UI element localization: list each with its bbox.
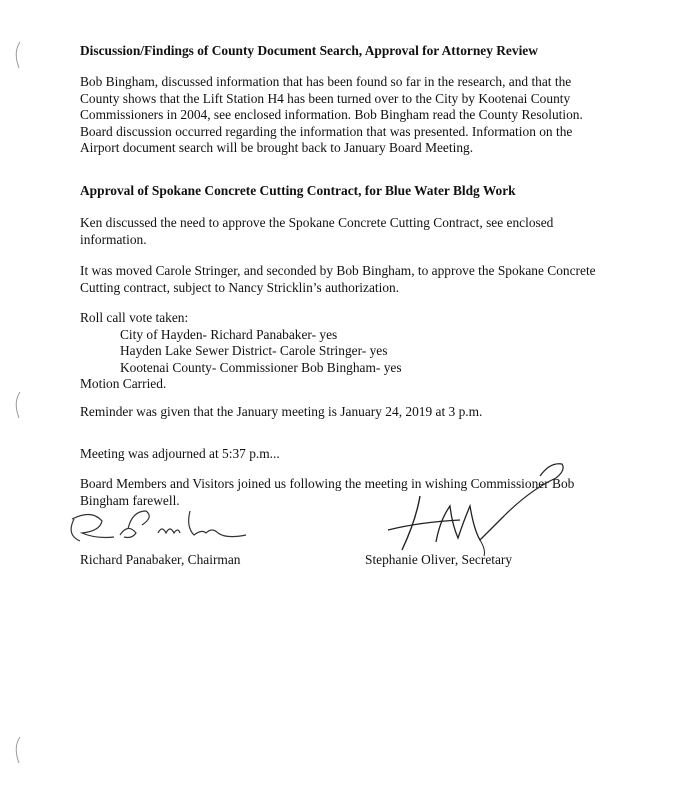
margin-mark <box>10 390 24 425</box>
farewell-line: Board Members and Visitors joined us following the meeting in wishing Commissioner Bob <box>80 476 575 491</box>
paragraph-line: Ken discussed the need to approve the Spokane Concrete Cutting Contract, see enclosed <box>80 215 554 230</box>
paragraph-line: information. <box>80 231 147 247</box>
motion-result: Motion Carried. <box>80 376 167 391</box>
roll-call-vote: Hayden Lake Sewer District- Carole Stringer- yes <box>120 343 388 358</box>
roll-call-intro: Roll call vote taken: <box>80 310 189 325</box>
paragraph-line: Airport document search will be brought back to January Board Meeting. <box>80 140 474 155</box>
roll-call-vote: City of Hayden- Richard Panabaker- yes <box>120 326 338 342</box>
paragraph-line: County shows that the Lift Station H4 has been turned over to the City by Kootenai County <box>80 90 571 106</box>
margin-mark <box>10 735 24 770</box>
paragraph-line: Board discussion occurred regarding the information that was presented. Information on the <box>80 123 573 139</box>
farewell-line: Bingham farewell. <box>80 492 180 508</box>
adjourned-text: Meeting was adjourned at 5:37 p.m... <box>80 446 280 461</box>
paragraph-line: Commissioners in 2004, see enclosed information. Bob Bingham read the County Resolution. <box>80 107 583 122</box>
margin-mark <box>10 40 24 75</box>
secretary-name: Stephanie Oliver, Secretary <box>365 552 513 567</box>
reminder-text: Reminder was given that the January meeting is January 24, 2019 at 3 p.m. <box>80 404 483 419</box>
paragraph-line: Cutting contract, subject to Nancy Stricklin’s authorization. <box>80 279 400 295</box>
secretary-signature <box>380 460 600 565</box>
chairman-name: Richard Panabaker, Chairman <box>80 552 241 567</box>
roll-call-vote: Kootenai County- Commissioner Bob Bingham- yes <box>120 359 402 375</box>
section-heading: Approval of Spokane Concrete Cutting Contract, for Blue Water Bldg Work <box>80 183 516 198</box>
section-heading: Discussion/Findings of County Document Search, Approval for Attorney Review <box>80 43 538 58</box>
paragraph-line: Bob Bingham, discussed information that has been found so far in the research, and that the <box>80 74 572 89</box>
paragraph-line: It was moved Carole Stringer, and seconded by Bob Bingham, to approve the Spokane Concrete <box>80 263 596 278</box>
